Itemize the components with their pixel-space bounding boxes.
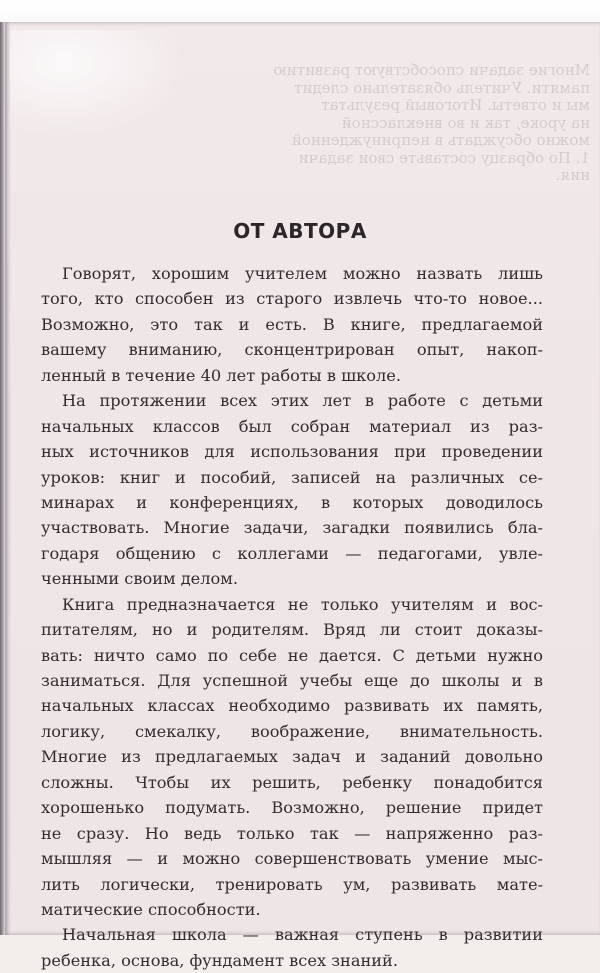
text-line: начальных классов был собран материал из раз-	[41, 416, 543, 436]
text-line: лить логически, тренировать ум, развивать мате-	[41, 874, 543, 894]
text-line: ленный в течение 40 лет работы в школе.	[41, 365, 402, 385]
chapter-title: ОТ АВТОРА	[233, 219, 367, 243]
text-line: минарах и конференциях, в которых доводилось	[41, 492, 543, 512]
text-line: На протяжении всех этих лет в работе с детьми	[62, 391, 543, 411]
bleed-through-text	[273, 61, 590, 185]
text-line: ребенка, основа, фундамент всех знаний.	[41, 950, 398, 970]
text-line: ных источников для использования при проведении	[41, 442, 543, 462]
bleed-line: можно обсуждать в непринужденной	[291, 131, 590, 149]
text-line: Книга предназначается не только учителям и вос-	[62, 594, 543, 614]
page-binding-edge	[0, 22, 5, 935]
text-line: Многие из предлагаемых задач и заданий довольно	[41, 747, 543, 767]
scan-top-margin	[0, 0, 600, 24]
text-line: Возможно, это так и есть. В книге, предлагаемой	[41, 314, 543, 334]
bleed-line: 1. По образцу составьте свои задачи	[298, 148, 590, 167]
text-line: мышляя — и можно совершенствовать умение мыс-	[41, 849, 543, 869]
text-line: того, кто способен из старого извлечь что-то новое...	[41, 289, 543, 309]
bleed-line: ния.	[555, 166, 590, 184]
paragraph-3	[41, 592, 543, 923]
text-line: начальных классах необходимо развивать их память,	[41, 696, 543, 716]
text-line: участвовать. Многие задачи, загадки появились бла-	[41, 518, 543, 538]
text-line: Начальная школа — важная ступень в развитии	[62, 925, 543, 945]
bleed-line: мы и ответы. Итоговый результат	[321, 96, 590, 114]
text-line: логику, смекалку, воображение, внимательность.	[41, 721, 543, 741]
paragraph-4	[41, 922, 543, 973]
text-line: питателям, но и родителям. Вряд ли стоит доказы-	[41, 620, 543, 640]
text-line: не сразу. Но ведь только так — напряженно раз-	[41, 823, 543, 843]
body-text	[41, 261, 543, 973]
text-line: матические способности.	[41, 899, 261, 919]
bleed-line: памяти. Учитель обязательно следит	[294, 78, 590, 97]
text-line: уроков: книг и пособий, записей на различных се-	[41, 467, 543, 487]
text-line: сложны. Чтобы их решить, ребенку понадобится	[41, 772, 543, 792]
scan-glare	[10, 30, 190, 140]
text-line: хорошенько подумать. Возможно, решение придет	[41, 798, 543, 818]
bleed-line: на уроке, так и во внеклассной	[341, 113, 590, 132]
text-line: ченными своим делом.	[41, 569, 239, 589]
text-line: вать: ничто само по себе не дается. С детьми нужно	[41, 645, 543, 665]
paragraph-1	[41, 261, 543, 388]
text-line: Говорят, хорошим учителем можно назвать лишь	[62, 264, 543, 283]
paragraph-2	[41, 388, 543, 592]
text-line: вашему вниманию, сконцентрирован опыт, накоп-	[41, 340, 543, 360]
bleed-line: Многие задачи способствуют развитию	[273, 61, 590, 79]
text-line: заниматься. Для успешной учебы еще до школы и в	[41, 671, 543, 690]
text-line: годаря общению с коллегами — педагогами, увле-	[41, 543, 543, 563]
